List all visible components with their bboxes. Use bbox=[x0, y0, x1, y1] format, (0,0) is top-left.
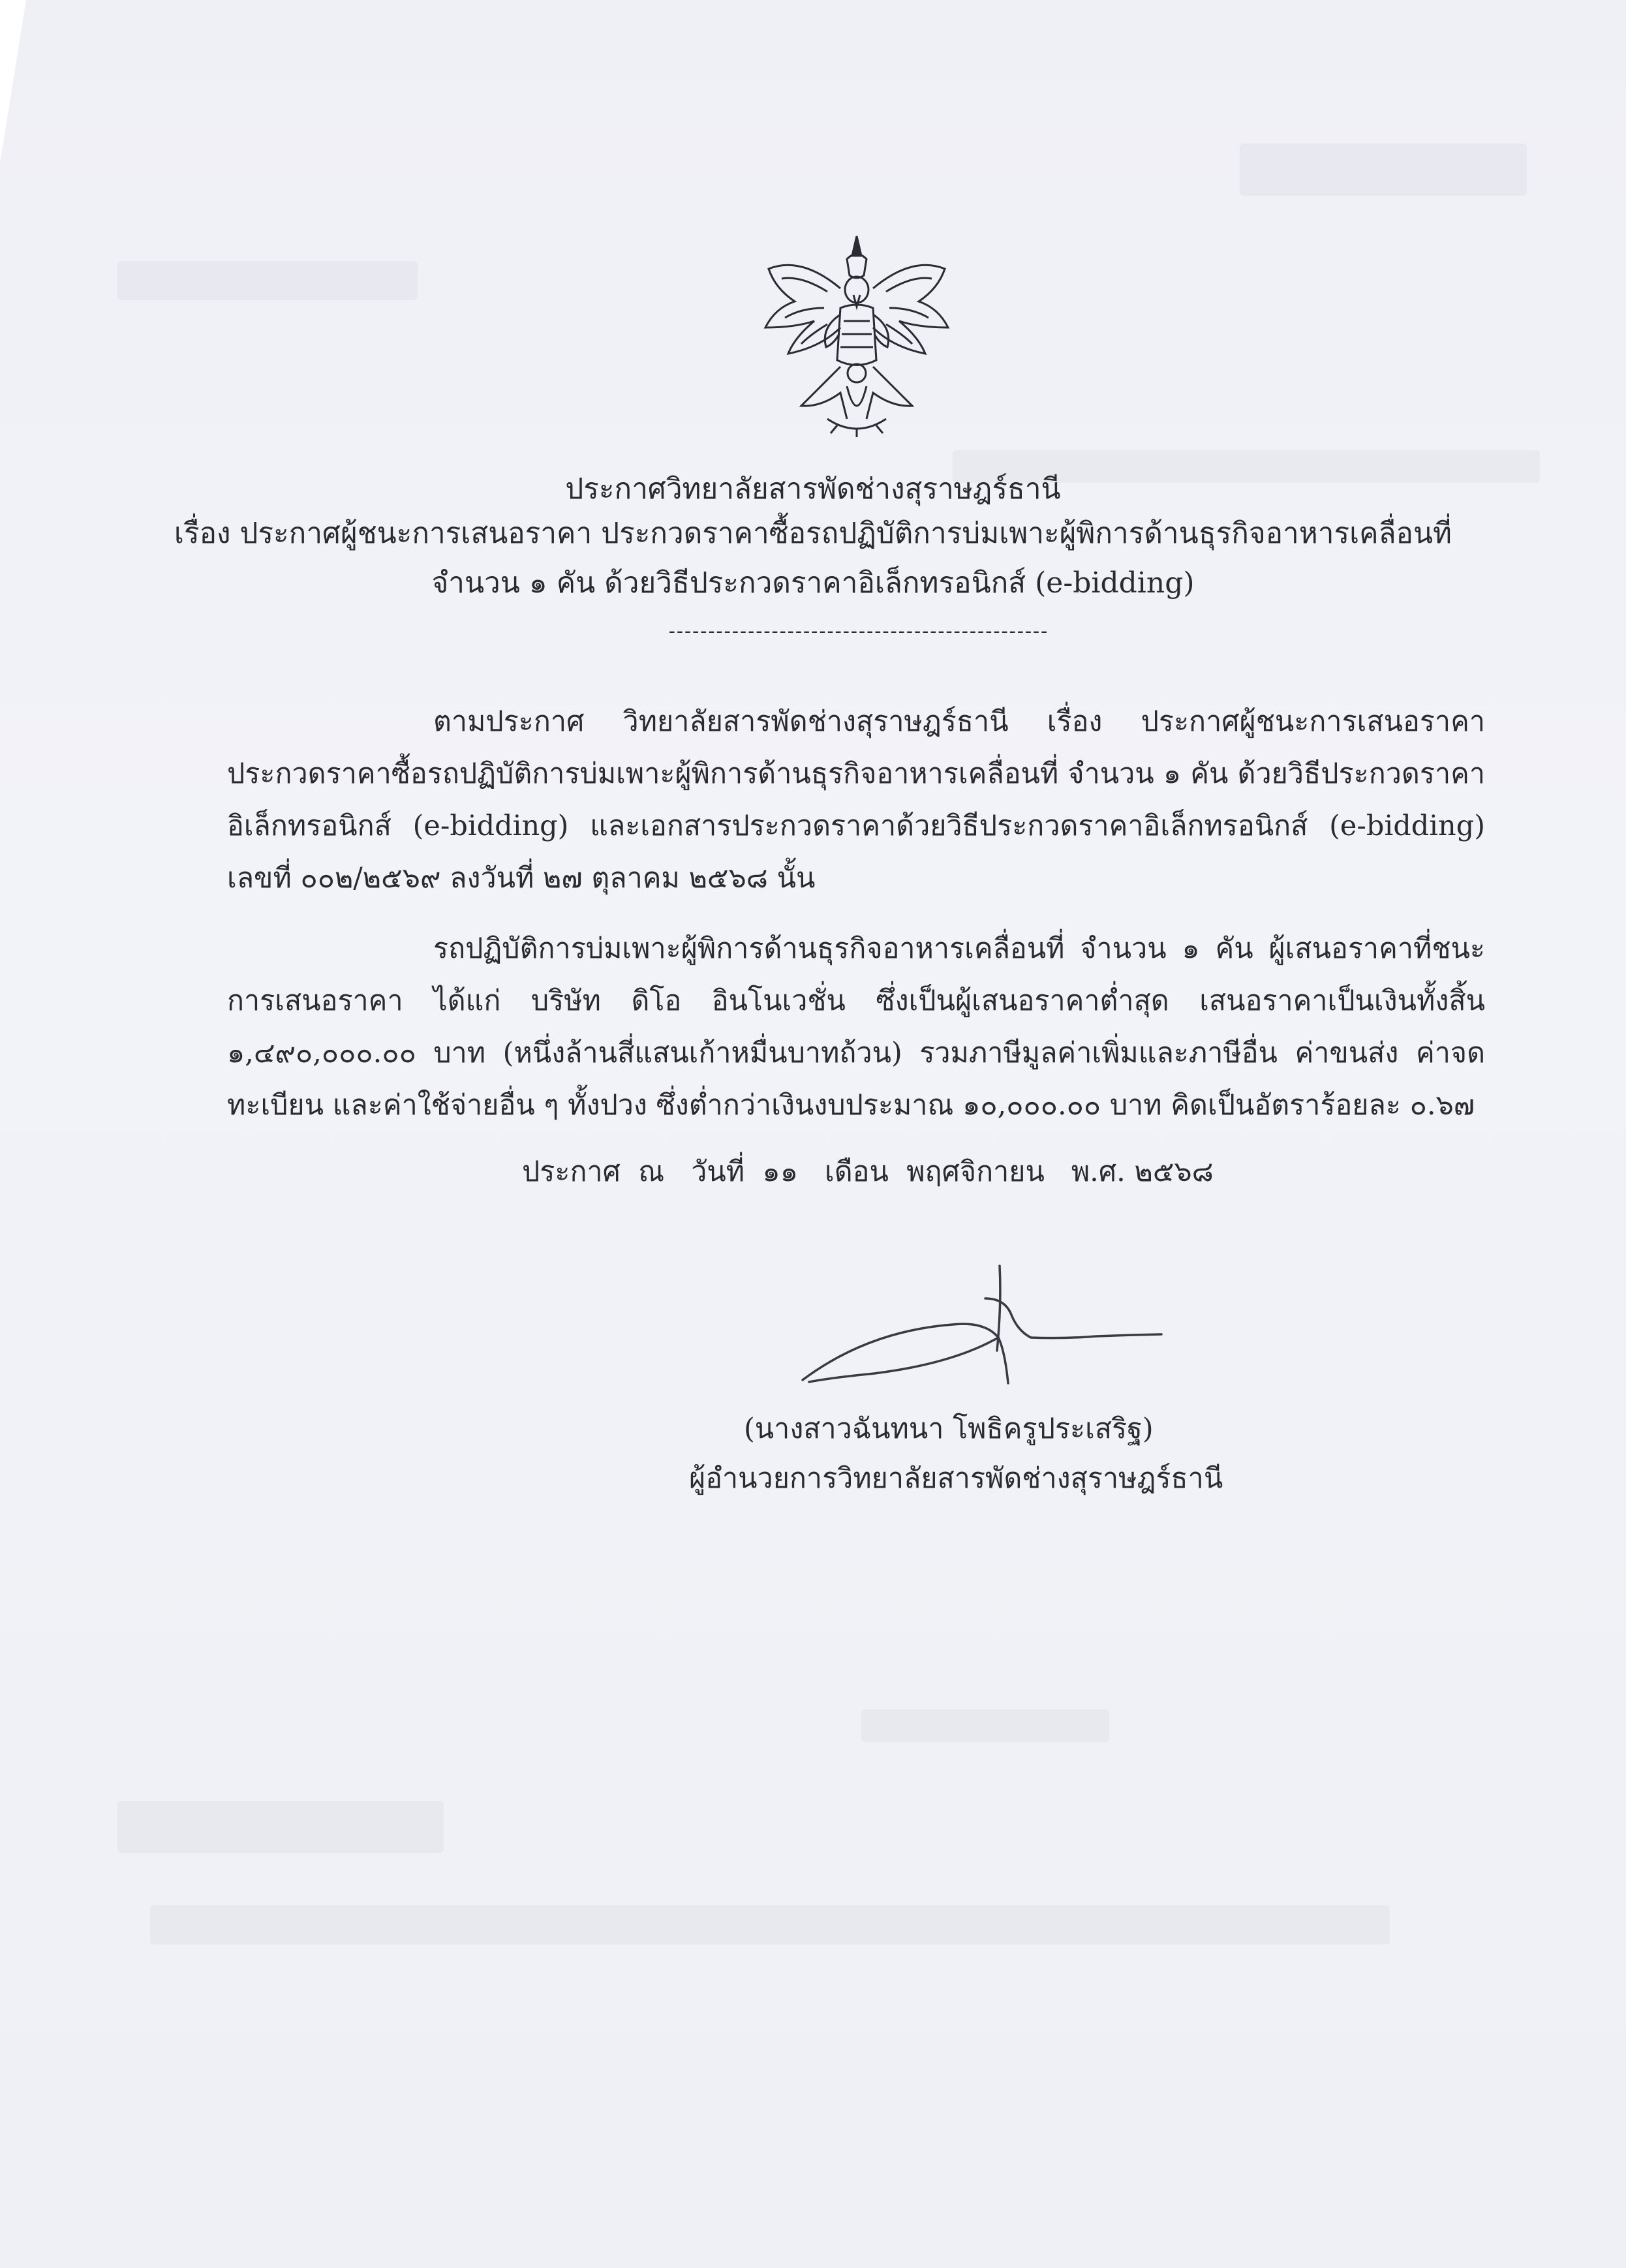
header-divider: ------------------------------------------------ bbox=[668, 620, 1049, 643]
announcement-subject-heading: เรื่อง ประกาศผู้ชนะการเสนอราคา ประกวดราคาซื้อรถปฏิบัติการบ่มเพาะผู้พิการด้านธุรกิจอาหารเคลื่อนที่ bbox=[174, 517, 1452, 550]
signer-name: (นางสาวฉันทนา โพธิครูประเสริฐ) bbox=[744, 1413, 1154, 1445]
announcement-issuer-heading: ประกาศวิทยาลัยสารพัดช่างสุราษฎร์ธานี bbox=[565, 472, 1061, 506]
announcement-subject-continuation: จำนวน ๑ คัน ด้วยวิธีประกวดราคาอิเล็กทรอนิกส์ (e-bidding) bbox=[431, 566, 1195, 600]
signer-title: ผู้อำนวยการวิทยาลัยสารพัดช่างสุราษฎร์ธานี bbox=[689, 1462, 1223, 1495]
show-through-mark bbox=[117, 1801, 444, 1853]
garuda-emblem-icon bbox=[749, 230, 964, 438]
show-through-mark bbox=[150, 1905, 1390, 1944]
handwritten-signature bbox=[790, 1253, 1181, 1396]
announcement-date: ประกาศ ณ วันที่ ๑๑ เดือน พฤศจิกายน พ.ศ. ๒๕๖๘ bbox=[522, 1156, 1214, 1188]
body-paragraph-2: รถปฏิบัติการบ่มเพาะผู้พิการด้านธุรกิจอาหารเคลื่อนที่ จำนวน ๑ คัน ผู้เสนอราคาที่ชนะการเสนอราคา ได้แก่ บริษัท ดิโอ อินโนเวชั่น ซึ่งเป็นผู้เสนอราคาต่ำสุด เสนอราคาเป็นเงินทั้งสิ้น ๑,๔๙๐,๐๐๐.๐๐ บาท (หนึ่งล้านสี่แสนเก้าหมื่นบาทถ้วน) รวมภาษีมูลค่าเพิ่มและภาษีอื่น ค่าขนส่ง ค่าจดทะเบียน และค่าใช้จ่ายอื่น ๆ ทั้งปวง ซึ่งต่ำกว่าเงินงบประมาณ ๑๐,๐๐๐.๐๐ บาท คิดเป็นอัตราร้อยละ ๐.๖๗ bbox=[227, 932, 1485, 1122]
show-through-mark bbox=[1240, 144, 1527, 196]
show-through-mark bbox=[117, 261, 418, 300]
show-through-mark bbox=[861, 1709, 1109, 1742]
body-paragraph-1: ตามประกาศ วิทยาลัยสารพัดช่างสุราษฎร์ธานี เรื่อง ประกาศผู้ชนะการเสนอราคาประกวดราคาซื้อรถปฏิบัติการบ่มเพาะผู้พิการด้านธุรกิจอาหารเคลื่อนที่ จำนวน ๑ คัน ด้วยวิธีประกวดราคาอิเล็กทรอนิกส์ (e-bidding) และเอกสารประกวดราคาด้วยวิธีประกวดราคาอิเล็กทรอนิกส์ (e-bidding) เลขที่ ๐๐๒/๒๕๖๙ ลงวันที่ ๒๗ ตุลาคม ๒๕๖๘ นั้น bbox=[227, 705, 1485, 895]
paper-corner-fold bbox=[0, 0, 26, 163]
